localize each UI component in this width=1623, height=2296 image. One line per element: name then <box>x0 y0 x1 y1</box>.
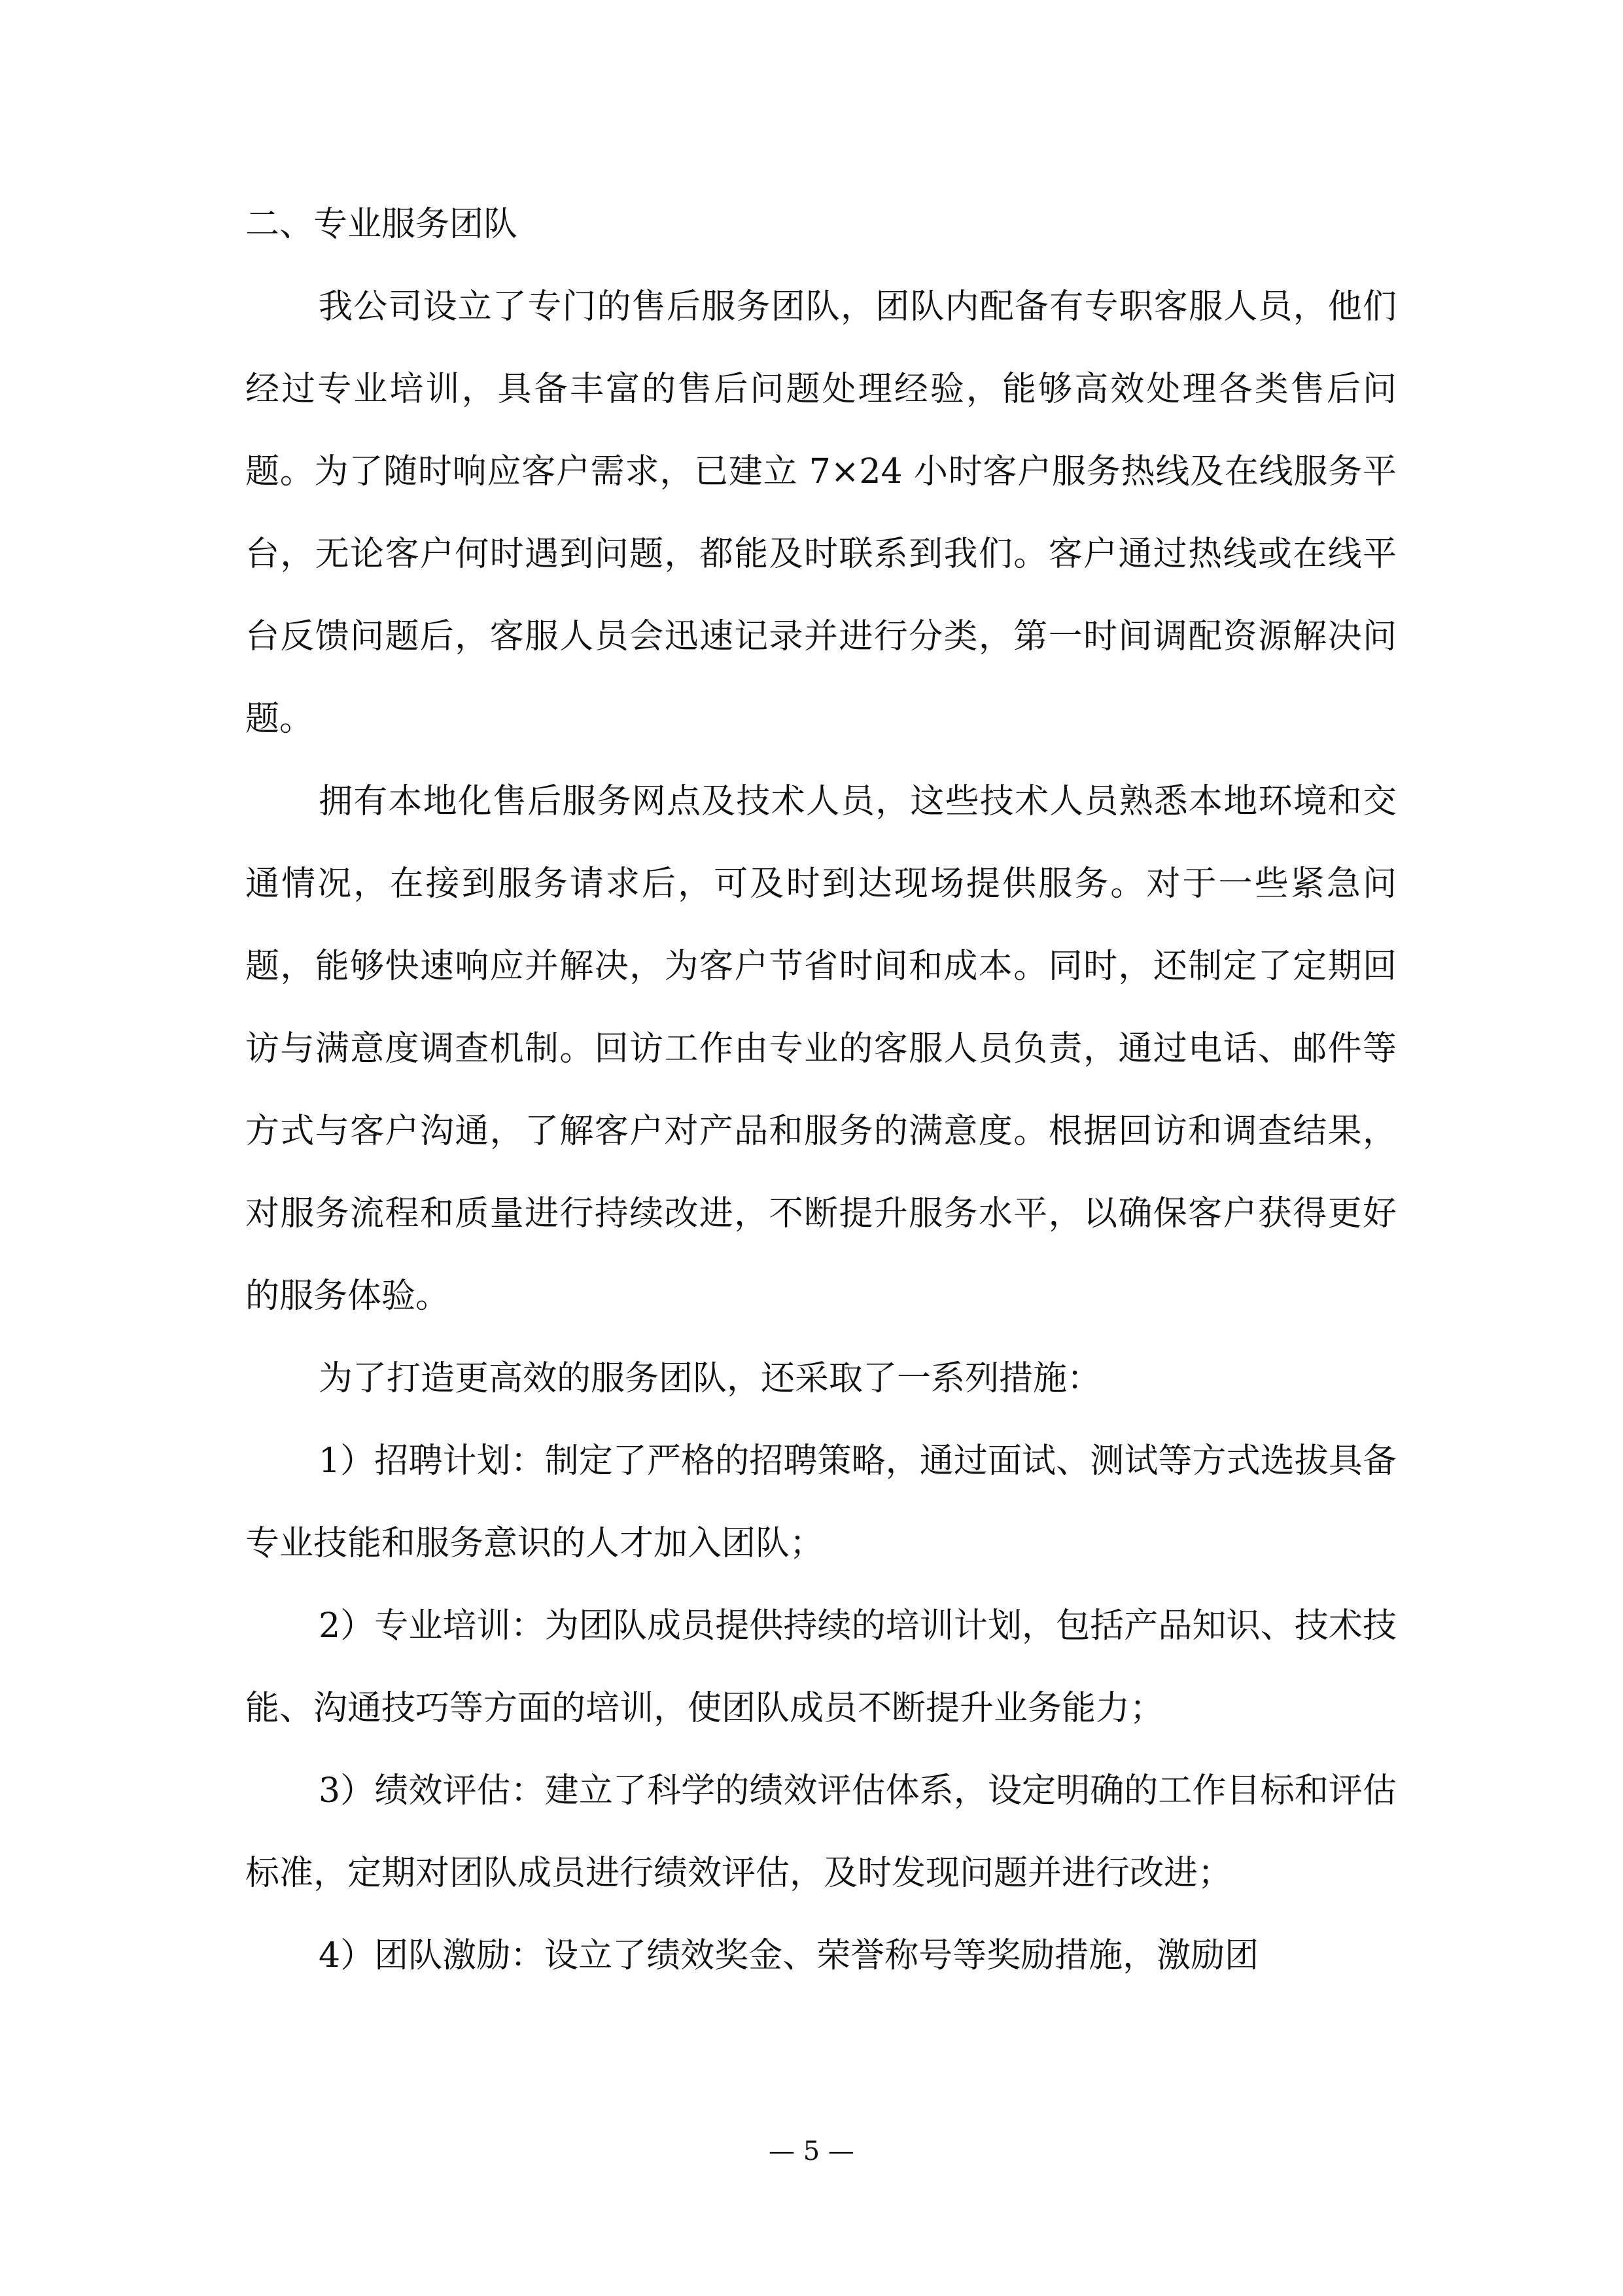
section-heading: 二、专业服务团队 <box>245 205 518 244</box>
list-item-incentive: 4）团队激励：设立了绩效奖金、荣誉称号等奖励措施，激励团 <box>319 1936 1259 1975</box>
page-number: — 5 — <box>769 2136 854 2166</box>
document-body <box>245 183 1397 1997</box>
paragraph-local-service: 拥有本地化售后服务网点及技术人员，这些技术人员熟悉本地环境和交通情况，在接到服务请求后，可及时到达现场提供服务。对于一些紧急问题，能够快速响应并解决，为客户节省时间和成本。同时，还制定了定期回访与满意度调查机制。回访工作由专业的客服人员负责，通过电话、邮件等方式与客户沟通，了解客户对产品和服务的满意度。根据回访和调查结果，对服务流程和质量进行持续改进，不断提升服务水平，以确保客户获得更好的服务体验。 <box>245 782 1397 1316</box>
list-item-evaluation: 3）绩效评估：建立了科学的绩效评估体系，设定明确的工作目标和评估标准，定期对团队成员进行绩效评估，及时发现问题并进行改进； <box>245 1771 1397 1893</box>
list-item-training: 2）专业培训：为团队成员提供持续的培训计划，包括产品知识、技术技能、沟通技巧等方面的培训，使团队成员不断提升业务能力； <box>245 1606 1397 1728</box>
paragraph-service-team: 我公司设立了专门的售后服务团队，团队内配备有专职客服人员，他们经过专业培训，具备丰富的售后问题处理经验，能够高效处理各类售后问题。为了随时响应客户需求，已建立 7×24 小时客户服务热线及在线服务平台，无论客户何时遇到问题，都能及时联系到我们。客户通过热线或在线平台反馈问题后，客服人员会迅速记录并进行分类，第一时间调配资源解决问题。 <box>245 287 1397 739</box>
list-item-recruitment: 1）招聘计划：制定了严格的招聘策略，通过面试、测试等方式选拔具备专业技能和服务意识的人才加入团队； <box>245 1441 1397 1563</box>
paragraph-measures-intro: 为了打造更高效的服务团队，还采取了一系列措施： <box>319 1359 1102 1398</box>
